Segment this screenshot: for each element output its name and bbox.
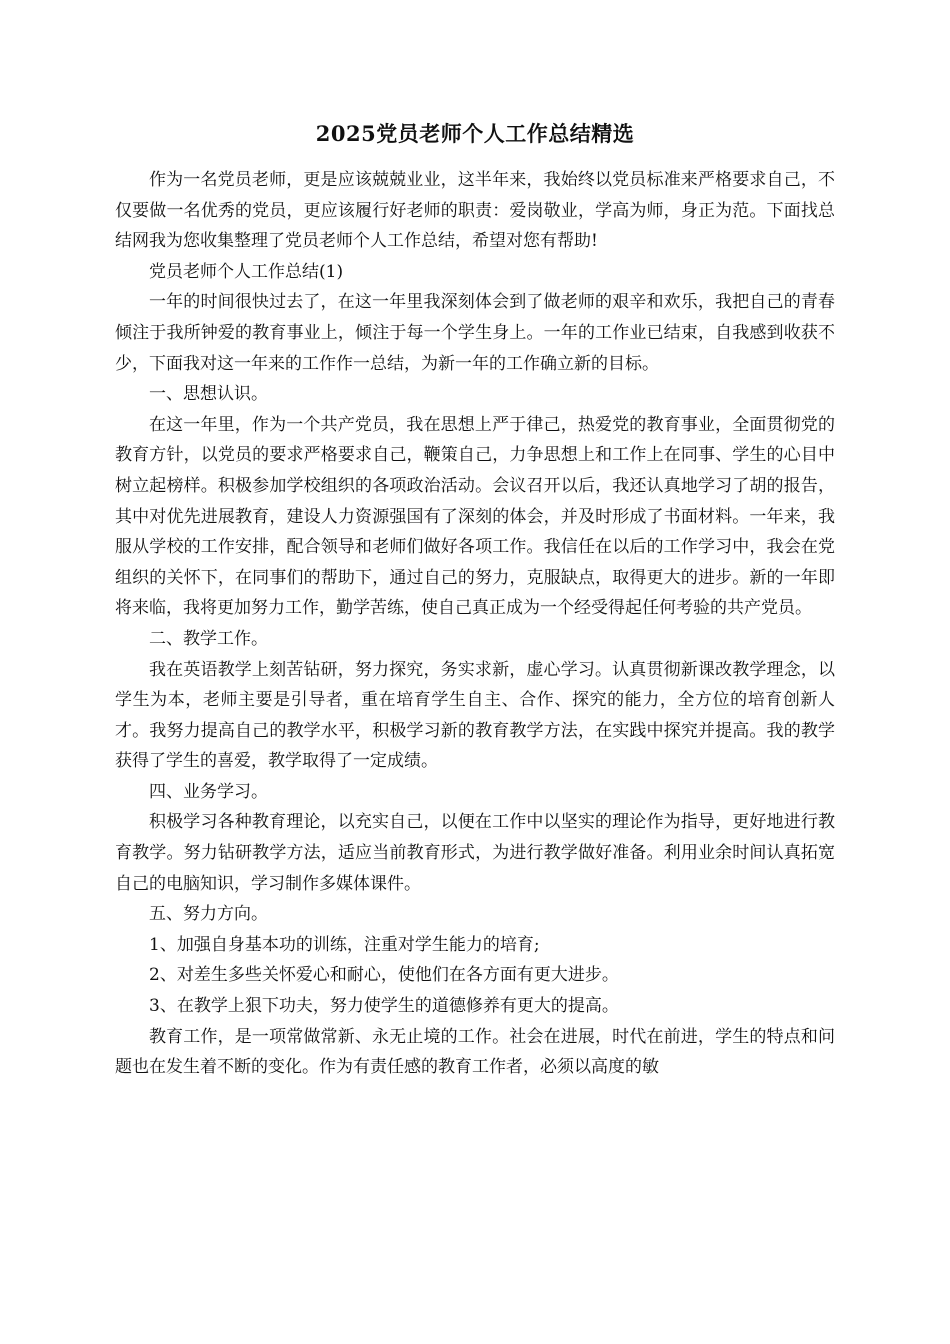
section-heading-study: 四、业务学习。 [149,781,268,802]
document-title: 2025党员老师个人工作总结精选 [315,121,635,146]
paragraph-ideology: 在这一年里，作为一个共产党员，我在思想上严于律己，热爱党的教育事业，全面贯彻党的教育方针，以党员的要求严格要求自己，鞭策自己，力争思想上和工作上在同事、学生的心目中树立起榜样。积极参加学校组织的各项政治活动。会议召开以后，我还认真地学习了胡的报告，其中对优先进展教育，建设人力资源强国有了深刻的体会，并及时形成了书面材料。一年来，我服从学校的工作安排，配合领导和老师们做好各项工作。我信任在以后的工作学习中，我会在党组织的关怀下，在同事们的帮助下，通过自己的努力，克服缺点，取得更大的进步。新的一年即将来临，我将更加努力工作，勤学苦练，使自己真正成为一个经受得起任何考验的共产党员。 [115,414,835,619]
document-body [115,165,835,1083]
paragraph-closing: 教育工作，是一项常做常新、永无止境的工作。社会在进展，时代在前进，学生的特点和问题也在发生着不断的变化。作为有责任感的教育工作者，必须以高度的敏 [115,1026,835,1078]
section-heading-direction: 五、努力方向。 [149,904,268,925]
list-item: 2、对差生多些关怀爱心和耐心，使他们在各方面有更大进步。 [149,965,619,986]
paragraph-study: 积极学习各种教育理论，以充实自己，以便在工作中以坚实的理论作为指导，更好地进行教育教学。努力钻研教学方法，适应当前教育形式，为进行教学做好准备。利用业余时间认真拓宽自己的电脑知识，学习制作多媒体课件。 [115,812,835,894]
section-heading-ideology: 一、思想认识。 [149,384,268,405]
section-heading-teaching: 二、教学工作。 [149,628,268,649]
paragraph-opening: 一年的时间很快过去了，在这一年里我深刻体会到了做老师的艰辛和欢乐，我把自己的青春倾注于我所钟爱的教育事业上，倾注于每一个学生身上。一年的工作业已结束，自我感到收获不少，下面我对这一年来的工作作一总结，为新一年的工作确立新的目标。 [115,292,835,374]
paragraph-teaching: 我在英语教学上刻苦钻研，努力探究，务实求新，虚心学习。认真贯彻新课改教学理念，以学生为本，老师主要是引导者，重在培育学生自主、合作、探究的能力，全方位的培育创新人才。我努力提高自己的教学水平，积极学习新的教育教学方法，在实践中探究并提高。我的教学获得了学生的喜爱，教学取得了一定成绩。 [115,659,835,772]
section-heading-summary-1: 党员老师个人工作总结(1) [149,261,344,282]
paragraph-intro: 作为一名党员老师，更是应该兢兢业业，这半年来，我始终以党员标准来严格要求自己，不仅要做一名优秀的党员，更应该履行好老师的职责：爱岗敬业，学高为师，身正为范。下面找总结网我为您收集整理了党员老师个人工作总结，希望对您有帮助! [115,170,835,252]
list-item: 3、在教学上狠下功夫，努力使学生的道德修养有更大的提高。 [149,996,619,1017]
list-item: 1、加强自身基本功的训练，注重对学生能力的培育; [149,934,540,955]
